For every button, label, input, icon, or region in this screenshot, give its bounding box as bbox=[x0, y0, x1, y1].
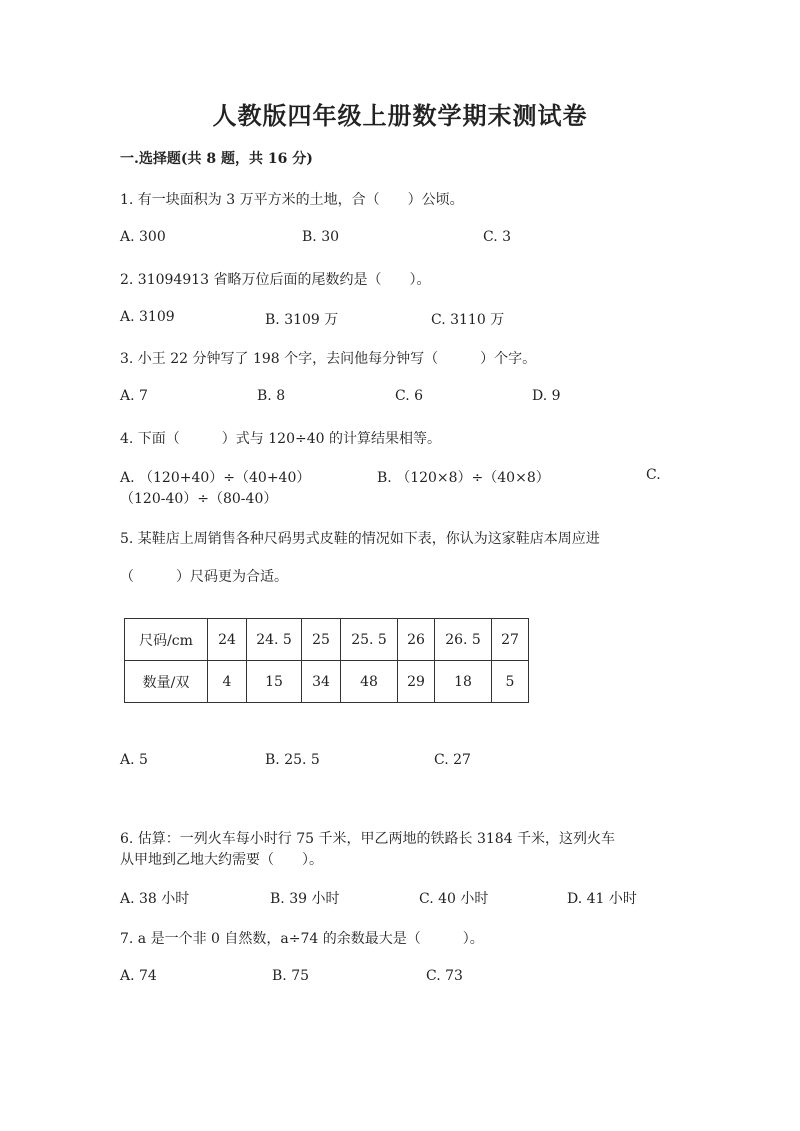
table-cell: 29 bbox=[398, 661, 435, 703]
question-2-option-b: B. 3109 万 bbox=[265, 312, 339, 328]
section-heading: 一.选择题(共 8 题，共 16 分) bbox=[120, 151, 313, 167]
question-4-text: 4. 下面（ ）式与 120÷40 的计算结果相等。 bbox=[120, 431, 441, 447]
question-2-option-c: C. 3110 万 bbox=[431, 312, 505, 328]
question-5-option-b: B. 25. 5 bbox=[265, 752, 320, 768]
question-6-option-c: C. 40 小时 bbox=[419, 891, 489, 907]
table-cell: 4 bbox=[208, 661, 247, 703]
table-row bbox=[125, 661, 529, 703]
question-3-option-a: A. 7 bbox=[120, 388, 148, 404]
question-4-option-c-label: C. bbox=[646, 467, 661, 483]
question-2-text: 2. 31094913 省略万位后面的尾数约是（ ）。 bbox=[120, 272, 431, 288]
question-4-option-b: B. （120×8）÷（40×8） bbox=[377, 470, 550, 486]
question-7-text: 7. a 是一个非 0 自然数，a÷74 的余数最大是（ ）。 bbox=[120, 931, 484, 947]
table-cell: 25. 5 bbox=[341, 619, 398, 661]
shoe-size-table bbox=[124, 618, 529, 703]
table-cell: 18 bbox=[435, 661, 492, 703]
question-1-option-b: B. 30 bbox=[302, 229, 340, 245]
table-cell: 24 bbox=[208, 619, 247, 661]
question-7-option-a: A. 74 bbox=[120, 968, 157, 984]
question-2-option-a: A. 3109 bbox=[120, 309, 175, 325]
question-5-option-c: C. 27 bbox=[434, 752, 471, 768]
question-6-text-line-2: 从甲地到乙地大约需要（ ）。 bbox=[120, 852, 323, 868]
table-header-quantity: 数量/双 bbox=[125, 661, 208, 703]
question-4-option-a: A. （120+40）÷（40+40） bbox=[120, 470, 311, 486]
table-cell: 15 bbox=[247, 661, 302, 703]
question-4-option-c: （120-40）÷（80-40） bbox=[120, 491, 278, 507]
question-6-option-b: B. 39 小时 bbox=[270, 891, 340, 907]
table-cell: 27 bbox=[492, 619, 529, 661]
question-5-text-line-1: 5. 某鞋店上周销售各种尺码男式皮鞋的情况如下表，你认为这家鞋店本周应进 bbox=[120, 531, 600, 547]
question-3-option-c: C. 6 bbox=[395, 388, 424, 404]
table-cell: 24. 5 bbox=[247, 619, 302, 661]
page-title: 人教版四年级上册数学期末测试卷 bbox=[212, 101, 588, 130]
question-7-option-b: B. 75 bbox=[272, 968, 310, 984]
question-1-option-a: A. 300 bbox=[120, 229, 166, 245]
table-row bbox=[125, 619, 529, 661]
table-cell: 26. 5 bbox=[435, 619, 492, 661]
table-cell: 26 bbox=[398, 619, 435, 661]
table-header-size: 尺码/cm bbox=[125, 619, 208, 661]
question-5-option-a: A. 5 bbox=[120, 752, 148, 768]
table-cell: 48 bbox=[341, 661, 398, 703]
question-3-text: 3. 小王 22 分钟写了 198 个字，去问他每分钟写（ ）个字。 bbox=[120, 351, 537, 367]
question-6-option-d: D. 41 小时 bbox=[567, 891, 637, 907]
question-1-text: 1. 有一块面积为 3 万平方米的土地，合（ ）公顷。 bbox=[120, 192, 464, 208]
question-6-text-line-1: 6. 估算：一列火车每小时行 75 千米，甲乙两地的铁路长 3184 千米，这列火车 bbox=[120, 831, 616, 847]
question-1-option-c: C. 3 bbox=[483, 229, 512, 245]
table-cell: 5 bbox=[492, 661, 529, 703]
question-3-option-d: D. 9 bbox=[532, 388, 561, 404]
table-cell: 34 bbox=[302, 661, 341, 703]
table-cell: 25 bbox=[302, 619, 341, 661]
question-6-option-a: A. 38 小时 bbox=[120, 891, 190, 907]
question-5-text-line-2: （ ）尺码更为合适。 bbox=[120, 569, 288, 585]
question-3-option-b: B. 8 bbox=[257, 388, 286, 404]
question-7-option-c: C. 73 bbox=[426, 968, 463, 984]
